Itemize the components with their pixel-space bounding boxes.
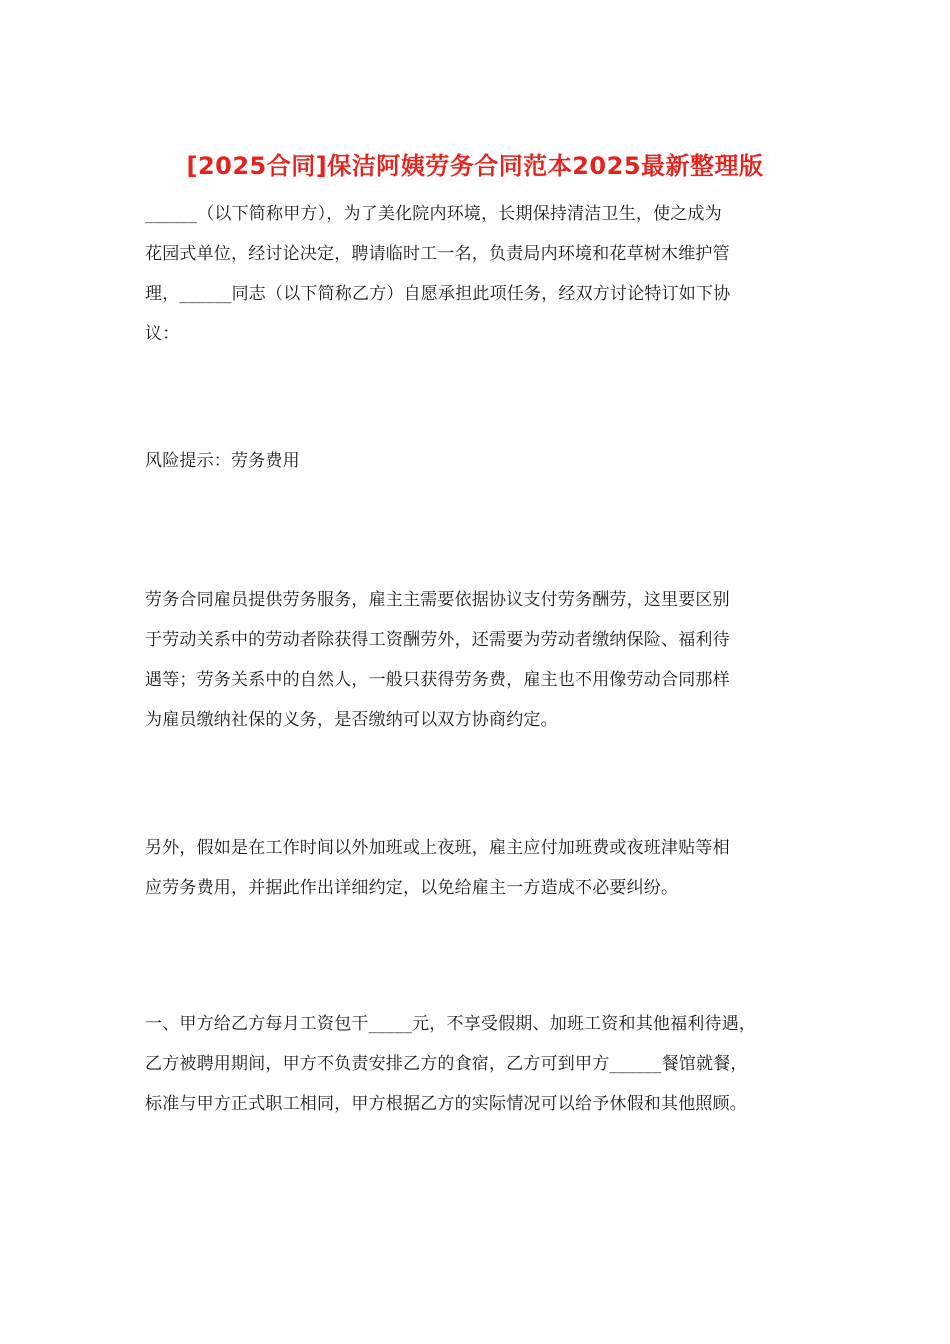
paragraph-line: ______（以下简称甲方），为了美化院内环境，长期保持清洁卫生，使之成为 (145, 204, 722, 224)
document-title: [2025合同]保洁阿姨劳务合同范本2025最新整理版 (186, 152, 764, 180)
paragraph-line: 为雇员缴纳社保的义务，是否缴纳可以双方协商约定。 (145, 710, 558, 730)
paragraph-line: 另外，假如是在工作时间以外加班或上夜班，雇主应付加班费或夜班津贴等相 (145, 838, 730, 858)
paragraph-line: 花园式单位，经讨论决定，聘请临时工一名，负责局内环境和花草树木维护管 (145, 244, 730, 264)
clause-one-paragraph (145, 1004, 810, 1124)
paragraph-line: 遇等；劳务关系中的自然人，一般只获得劳务费，雇主也不用像劳动合同那样 (145, 670, 730, 690)
paragraph-line: 议： (145, 324, 180, 344)
paragraph-line: 风险提示：劳务费用 (145, 451, 300, 471)
intro-paragraph (145, 194, 810, 354)
paragraph-line: 于劳动关系中的劳动者除获得工资酬劳外，还需要为劳动者缴纳保险、福利待 (145, 630, 730, 650)
risk-tip-heading (145, 441, 810, 481)
paragraph-line: 劳务合同雇员提供劳务服务，雇主主需要依据协议支付劳务酬劳，这里要区别 (145, 590, 730, 610)
paragraph-line: 一、甲方给乙方每月工资包干_____元，不享受假期、加班工资和其他福利待遇， (145, 1014, 757, 1034)
paragraph-line: 乙方被聘用期间，甲方不负责安排乙方的食宿，乙方可到甲方______餐馆就餐， (145, 1054, 748, 1074)
paragraph-line: 理，______同志（以下简称乙方）自愿承担此项任务，经双方讨论特订如下协 (145, 284, 731, 304)
overtime-paragraph (145, 828, 810, 908)
paragraph-line: 应劳务费用，并据此作出详细约定，以免给雇主一方造成不必要纠纷。 (145, 878, 679, 898)
labor-fee-paragraph (145, 580, 810, 740)
paragraph-line: 标准与甲方正式职工相同，甲方根据乙方的实际情况可以给予休假和其他照顾。 (145, 1094, 747, 1114)
